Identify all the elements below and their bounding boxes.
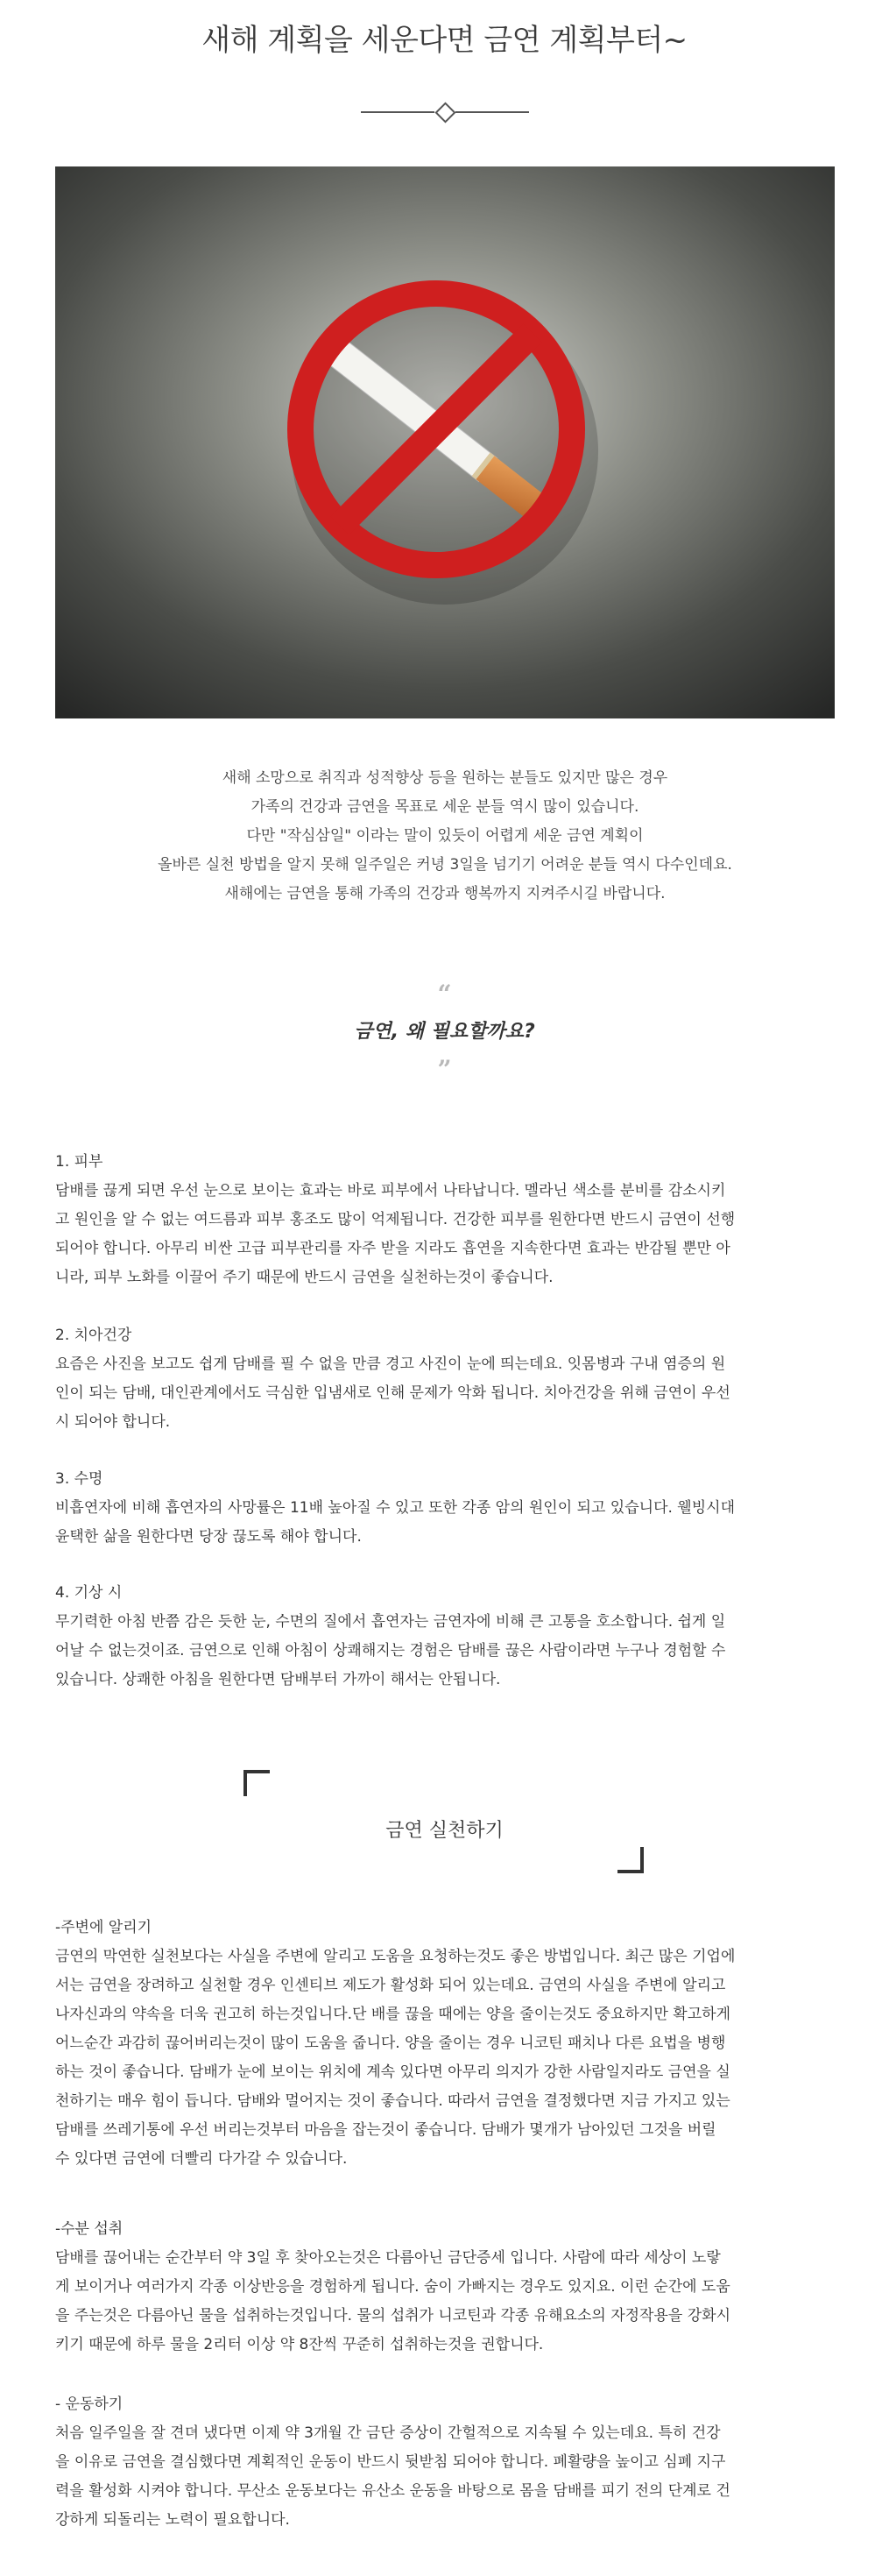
tip-exercise [55, 2390, 835, 2535]
no-smoking-image [55, 166, 835, 718]
tip-line: 담배를 끊어내는 순간부터 약 3일 후 찾아오는것은 다름아닌 금단증세 입니다. 사람에 따라 세상이 노랗 [55, 2249, 721, 2267]
quote-open-icon: “ [437, 980, 452, 1008]
intro-line: 새해 소망으로 취직과 성적향상 등을 원하는 분들도 있지만 많은 경우 [222, 769, 668, 787]
intro-line: 가족의 건강과 금연을 목표로 세운 분들 역시 많이 있습니다. [250, 798, 639, 816]
benefit-line: 윤택한 삶을 원한다면 당장 끊도록 해야 합니다. [55, 1528, 362, 1546]
tip-line: 키기 때문에 하루 물을 2리터 이상 약 8잔씩 꾸준히 섭취하는것을 권합니다. [55, 2336, 544, 2353]
benefit-line: 무기력한 아침 반쯤 감은 듯한 눈, 수면의 질에서 흡연자는 금연자에 비해 큰 고통을 호소합니다. 쉽게 일 [55, 1613, 726, 1631]
tip-line: 을 이유로 금연을 결심했다면 계획적인 운동이 반드시 뒷받침 되어야 합니다. 폐활량을 높이고 심폐 지구 [55, 2453, 726, 2471]
tip-hydration [55, 2215, 835, 2360]
tip-line: 담배를 쓰레기통에 우선 버리는것부터 마음을 잡는것이 좋습니다. 담배가 몇개가 남아있던 그것을 버릴 [55, 2121, 716, 2139]
benefit-line: 어날 수 없는것이죠. 금연으로 인해 아침이 상쾌해지는 경험은 담배를 끊은 사람이라면 누구나 경험할 수 [55, 1642, 726, 1660]
bracket-bottom-right-icon [617, 1847, 644, 1873]
benefit-line: 시 되어야 합니다. [55, 1413, 171, 1431]
tip-heading: -주변에 알리기 [55, 1919, 152, 1936]
tip-line: 수 있다면 금연에 더빨리 다가갈 수 있습니다. [55, 2150, 348, 2168]
divider-line-right [455, 111, 529, 113]
intro-line: 다만 "작심삼일" 이라는 말이 있듯이 어렵게 세운 금연 계획이 [246, 827, 644, 845]
benefit-skin [55, 1148, 835, 1292]
benefit-line: 비흡연자에 비해 흡연자의 사망률은 11배 높아질 수 있고 또한 각종 암의 원인이 되고 있습니다. 웰빙시대 [55, 1499, 735, 1517]
divider-line-left [361, 111, 434, 113]
benefit-heading: 3. 수명 [55, 1470, 103, 1488]
benefit-line: 고 원인을 알 수 없는 여드름과 피부 홍조도 많이 억제됩니다. 건강한 피부를 원한다면 반드시 금연이 선행 [55, 1211, 736, 1228]
benefit-line: 담배를 끊게 되면 우선 눈으로 보이는 효과는 바로 피부에서 나타납니다. 멜라닌 색소를 분비를 감소시키 [55, 1182, 726, 1200]
benefit-line: 요즘은 사진을 보고도 쉽게 담배를 필 수 없을 만큼 경고 사진이 눈에 띄는데요. 잇몸병과 구내 염증의 원 [55, 1355, 726, 1373]
benefit-heading: 4. 기상 시 [55, 1584, 123, 1602]
title-divider [361, 103, 529, 121]
tip-line: 게 보이거나 여러가지 각종 이상반응을 경험하게 됩니다. 숨이 가빠지는 경우도 있지요. 이런 순간에 도움 [55, 2278, 730, 2296]
tip-line: 강하게 되돌리는 노력이 필요합니다. [55, 2511, 290, 2529]
benefit-teeth [55, 1321, 835, 1437]
bracket-top-left-icon [243, 1770, 270, 1796]
tip-line: 력을 활성화 시켜야 합니다. 무산소 운동보다는 유산소 운동을 바탕으로 몸을 담배를 피기 전의 단계로 건 [55, 2482, 730, 2500]
tip-tell-others [55, 1914, 835, 2174]
intro-text [55, 764, 835, 909]
intro-line: 새해에는 금연을 통해 가족의 건강과 행복까지 지켜주시길 바랍니다. [224, 885, 666, 902]
tip-line: 을 주는것은 다름아닌 물을 섭취하는것입니다. 물의 섭취가 니코틴과 각종 유해요소의 자정작용을 강화시 [55, 2307, 730, 2325]
diamond-icon [434, 102, 455, 123]
tip-line: 처음 일주일을 잘 견뎌 냈다면 이제 약 3개월 간 금단 증상이 간헐적으로 지속될 수 있는데요. 특히 건강 [55, 2424, 721, 2442]
benefit-waking [55, 1579, 835, 1695]
practice-heading: 금연 실천하기 [385, 1820, 504, 1842]
benefit-heading: 1. 피부 [55, 1153, 103, 1171]
tip-line: 어느순간 과감히 끊어버리는것이 많이 도움을 줍니다. 양을 줄이는 경우 니코틴 패치나 다른 요법을 병행 [55, 2035, 726, 2052]
benefit-lifespan [55, 1465, 835, 1552]
quote-close-icon: ” [437, 1055, 452, 1084]
tip-heading: -수분 섭취 [55, 2220, 123, 2238]
tip-line: 하는 것이 좋습니다. 담배가 눈에 보이는 위치에 계속 있다면 아무리 의지가 강한 사람일지라도 금연을 실 [55, 2063, 730, 2081]
tip-line: 금연의 막연한 실천보다는 사실을 주변에 알리고 도움을 요청하는것도 좋은 방법입니다. 최근 많은 기업에 [55, 1948, 736, 1965]
benefit-heading: 2. 치아건강 [55, 1327, 132, 1344]
intro-line: 올바른 실천 방법을 알지 못해 일주일은 커녕 3일을 넘기기 어려운 분들 역시 다수인데요. [158, 856, 732, 874]
tip-heading: - 운동하기 [55, 2396, 123, 2413]
benefit-line: 니라, 피부 노화를 이끌어 주기 때문에 반드시 금연을 실천하는것이 좋습니다. [55, 1269, 554, 1286]
benefit-line: 인이 되는 담배, 대인관계에서도 극심한 입냄새로 인해 문제가 악화 됩니다. 치아건강을 위해 금연이 우선 [55, 1384, 730, 1402]
tip-line: 서는 금연을 장려하고 실천할 경우 인센티브 제도가 활성화 되어 있는데요. 금연의 사실을 주변에 알리고 [55, 1977, 726, 1994]
tip-line: 천하기는 매우 힘이 듭니다. 담배와 멀어지는 것이 좋습니다. 따라서 금연을 결정했다면 지금 가지고 있는 [55, 2092, 730, 2110]
page-title: 새해 계획을 세운다면 금연 계획부터~ [201, 23, 688, 58]
benefit-line: 되어야 합니다. 아무리 비싼 고급 피부관리를 자주 받을 지라도 흡연을 지속한다면 효과는 반감될 뿐만 아 [55, 1240, 730, 1257]
tip-line: 나자신과의 약속을 더욱 권고히 하는것입니다.단 배를 끊을 때에는 양을 줄이는것도 중요하지만 확고하게 [55, 2006, 730, 2023]
why-heading: 금연, 왜 필요할까요? [354, 1021, 535, 1043]
benefit-line: 있습니다. 상쾌한 아침을 원한다면 담배부터 가까이 해서는 안됩니다. [55, 1671, 501, 1688]
